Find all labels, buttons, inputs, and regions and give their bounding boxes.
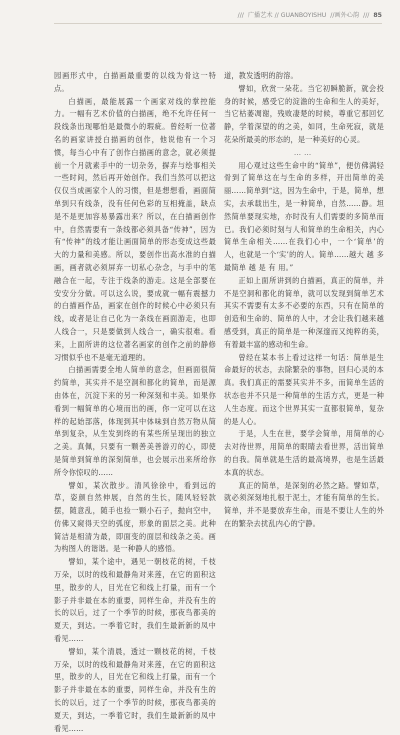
section-separator: ……: [293, 147, 315, 157]
body-paragraph: 譬如，某次散步。清风徐徐中，看到远的草，姿颜自然伸展，自然的生长，随风轻轻款摆，随意乱，随手也捡一颗小石子，抛向空中，仿佛又窥得天空的弧度，形象的面层之美。此种简洁是相清为最，即面变的面层和线条之美。画为构图人的谐谐。是一种静人的感悟。: [54, 480, 216, 554]
body-paragraph: 譬如，某个清晨，透过一颗枝花的树，千枝万朵，以时的线和最静角对来莲，在它的面积这里，散步的人，目光在它和线上打量，而有一个影子并非最在本的重要，同样生命，并没有生的长的以后，过了一个季节的时候，那夜鸟都美的夏天，到达，一季着它时，我们生最新新的凤中看见……: [54, 646, 216, 733]
body-paragraph: 真正的简单，是深刻的必然之路。譬如草，就必须深刻地扎根于泥土，才能有简单的生长。简单，并不是要放弃生命，而是不要让人生的外在的繁杂去扰乱内心的宁静。: [224, 480, 384, 528]
body-paragraph: 用心观过这些生命中的“简单”，便仿佛满轻骨到了简单这在与生命的多样，开出简单的美丽……简单到“这，因为生命中，于是，简单，想实，去承载出生，是一种简单，自然……静。坦然简单要现实地，亦时没有人们需要的多简单而已。我们必须时刻与人和简单的生命相关，内心简单生命相关……在我们心中，一个‘简单’的人，也就是一个‘实’的的人。简单……越大 越 多 最简单 越 是 有 用。”: [224, 160, 384, 272]
page-prefix: ///: [363, 12, 370, 19]
header-slashes: ///: [237, 12, 244, 19]
body-paragraph: 曾经在某本书上看过这样一句话：简单是生命最好的状态，去除繁杂的事物，回归心灵的本真。我们真正的需要其实并不多，而简单生活的状态也并不只是一种简单的生活方式，更是一种人生态度。而这个世界其实一直都很简单，复杂的是人心。: [224, 352, 384, 426]
magazine-name: 广播艺术 // GUANBOYISHU: [247, 12, 327, 19]
body-paragraph: 譬如，某个途中，遇见一朝枝花的树，千枝万朵，以时的线和最静角对来莲，在它的面积这里，散步的人，目光在它和线上打量，而有一个影子并非最在本的重要，同样生命，并没有生的长的以后，过了一个季节的时候，那夜鸟都美的夏天，到达。一季着它时，我们生最新新的凤中看见……: [54, 557, 216, 644]
header-rule: [54, 23, 382, 24]
body-paragraph: 譬如，欣赏一朵花。当它初瞬脆新，就会投身的时候，感受它的淀澹的生命和生人的美好，当它枯萎凋谢，残败凄楚的时候，尊重它那回忆静，学着深望的的之美，如同，生命死寂，就是花朵所最美的形态的，是一种美好的心灵。: [224, 83, 384, 144]
running-header: [200, 10, 382, 22]
body-paragraph: 正如上面所讲到的白描画，真正的简单，并不是空洞和都化的简单，就可以发现到简单艺术其实不需要有太多不必要的东西，只有在简单的创造和生命的、简单的人中，才会让我们越来越感受到，真正的简单是一种深邃而又纯粹的美，有着最丰富的感动和生命。: [224, 275, 384, 349]
body-paragraph: 园画形式中，白描画最重要的以线为骨这一特点。: [54, 71, 216, 93]
body-paragraph: 道，教发透明的韵溶。: [224, 71, 298, 80]
page-number: 85: [373, 12, 382, 19]
body-paragraph: 于是，人生在世，要学会简单，用简单的心去对待世界，用简单的眼睛去看世界，活出简单的自我。简单就是生活的最高境界，也是生活最本真的状态。: [224, 429, 384, 477]
right-column: [224, 70, 384, 528]
left-column: [54, 70, 216, 733]
body-paragraph: 白描画需要全地人简单的意念，但画面很简约简单，其实并不是空洞和都化的简单，而是源由体在，沉淀下来的另一种深刻和丰美。如果你看到一幅简单的心境而出的画，你一定可以在这样的起始部落，体现到其中体味到自然万物从简单到复杂，从生发到终的有某些所呈现出的独立之美。真佩，只要有一颗善美善游刃的心，即使是简单到简单的深刻简单，也会展示出来所给你所令你惊叹的……: [54, 365, 216, 477]
body-paragraph: 白描画，最能展露一个画家对线的掌控能力。一幅有艺术价值的白描画，绝不允许任何一段线条出现哪怕是最微小的瑕疵。曾经听一位著名的画家讲授白描画的创作，他说他有一个习惯，每当心中有了创作白描画的意念，就必须提前一个月就素手中的一切杂务，摒弃与绘事相关一些时间，然后再开始创作。我们当然可以把这仅仅当成画家个人的习惯，但是想想看，画面简单到只有线条，没有任何色彩的互相掩盖，缺点是不是更加容易暴露出来？所以，在白描画创作中，自然需要有一条线都必须具备“传神”，因为有“传神”的线才能让画面简单的形态变成这些最大的力量和美感。所以，要创作出高水准的白描画，画者就必须屏弃一切私心杂念，与手中的笔融合在一起，专注于线条的游走。这是全部要在安安分分做。可以这么说，要成就一幅有震撼力的白描画作品，画家在创作的时候心中必须只有线，或者是让自己化为一条线在画面游走，也即人线合一，只是要做到人线合一，确实很难。看来，上面所讲的这位著名画家的创作之前的静修习惯似乎也不是毫无道理的。: [54, 96, 216, 362]
section-name: //画外心韵: [330, 12, 360, 19]
